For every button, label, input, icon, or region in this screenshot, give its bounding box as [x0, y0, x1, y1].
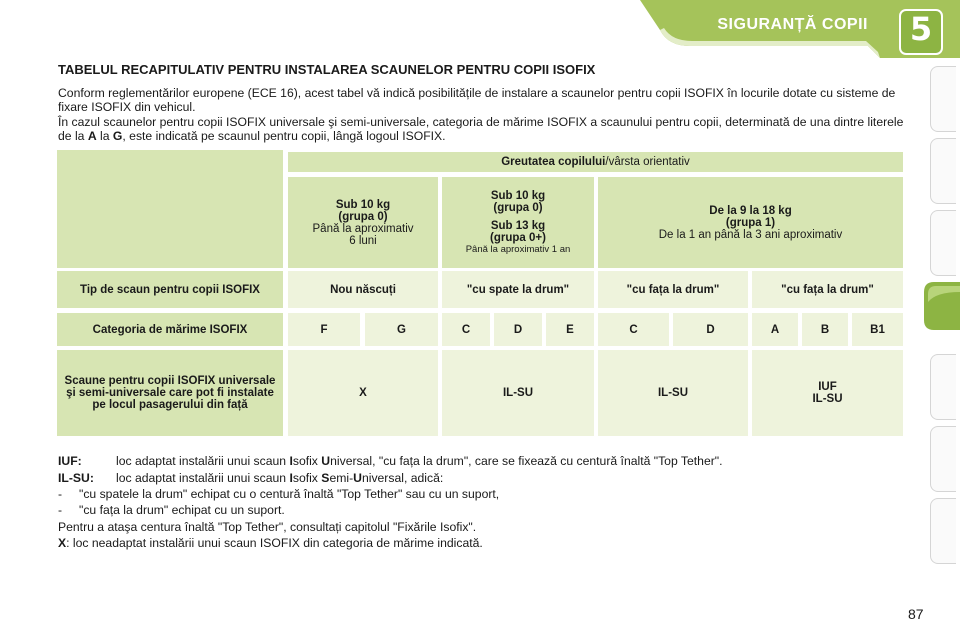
- seat-type-cell: "cu fața la drum": [752, 271, 903, 308]
- legend-rear-facing: - "cu spatele la drum" echipat cu o centură înaltă "Top Tether" sau cu un suport,: [58, 487, 500, 501]
- intro-paragraph: Conform reglementărilor europene (ECE 16), acest tabel vă indică posibilitățile de instalare a scaunelor pentru copii ISOFIX în locurile dotate cu sisteme de fixare ISOFIX din vehicul.: [58, 86, 896, 114]
- size-cell: A: [752, 313, 798, 346]
- size-cell: C: [442, 313, 490, 346]
- chapter-tab[interactable]: [930, 210, 956, 276]
- active-chapter-tab[interactable]: [922, 282, 960, 330]
- seat-type-cell: "cu spate la drum": [442, 271, 594, 308]
- chapter-number: 5: [909, 10, 933, 48]
- page-number: 87: [908, 606, 924, 622]
- seat-suitability-cell: IUF IL-SU: [752, 350, 903, 436]
- chapter-tab[interactable]: [930, 426, 956, 492]
- size-cell: D: [494, 313, 542, 346]
- size-cell: D: [673, 313, 748, 346]
- size-cell: E: [546, 313, 594, 346]
- table-corner-cell: [57, 150, 283, 268]
- seat-type-label: Tip de scaun pentru copii ISOFIX: [57, 271, 283, 308]
- legend-forward-facing: - "cu fața la drum" echipat cu un suport.: [58, 503, 285, 517]
- legend-top-tether: Pentru a ataşa centura înaltă "Top Tether", consultați capitolul "Fixările Isofix".: [58, 520, 477, 534]
- seat-suitability-cell: IL-SU: [598, 350, 748, 436]
- seat-type-cell: Nou născuți: [288, 271, 438, 308]
- chapter-tab[interactable]: [930, 138, 956, 204]
- legend-x: X: loc neadaptat instalării unui scaun ISOFIX din categoria de mărime indicată.: [58, 536, 483, 550]
- passenger-seat-label: Scaune pentru copii ISOFIX universale şi semi-universale care pot fi instalate pe locul pasagerului din față: [57, 350, 283, 436]
- group-0-header: Sub 10 kg (grupa 0) Până la aproximativ 6 luni: [288, 177, 438, 268]
- group-1-header: De la 9 la 18 kg (grupa 1) De la 1 an până la 3 ani aproximativ: [598, 177, 903, 268]
- seat-suitability-cell: IL-SU: [442, 350, 594, 436]
- chapter-tab[interactable]: [930, 498, 956, 564]
- size-category-label: Categoria de mărime ISOFIX: [57, 313, 283, 346]
- chapter-title: SIGURANȚĂ COPII: [717, 16, 868, 33]
- size-category-paragraph: În cazul scaunelor pentru copii ISOFIX universale şi semi-universale, categoria de mărime ISOFIX a scaunului pentru copii, determinată de una dintre literele de la A la G, este indicată pe scaunul pentru copii, lângă logoul ISOFIX.: [58, 115, 904, 143]
- chapter-tab[interactable]: [930, 66, 956, 132]
- size-cell: C: [598, 313, 669, 346]
- size-cell: F: [288, 313, 360, 346]
- seat-suitability-cell: X: [288, 350, 438, 436]
- seat-type-cell: "cu fața la drum": [598, 271, 748, 308]
- group-0-plus-header: Sub 10 kg (grupa 0) Sub 13 kg (grupa 0+) Până la aproximativ 1 an: [442, 177, 594, 268]
- size-cell: B1: [852, 313, 903, 346]
- weight-age-header: Greutatea copilului/vârsta orientativ: [288, 152, 903, 172]
- chapter-tab[interactable]: [930, 354, 956, 420]
- isofix-summary-table: [57, 150, 905, 438]
- section-title: TABELUL RECAPITULATIV PENTRU INSTALAREA SCAUNELOR PENTRU COPII ISOFIX: [58, 62, 596, 77]
- size-cell: G: [365, 313, 438, 346]
- legend-il-su: IL-SU: loc adaptat instalării unui scaun Isofix Semi-Universal, adică:: [58, 471, 444, 485]
- size-cell: B: [802, 313, 848, 346]
- legend-iuf: IUF: loc adaptat instalării unui scaun Isofix Universal, "cu fața la drum", care se fixează cu centură înaltă "Top Tether".: [58, 454, 723, 468]
